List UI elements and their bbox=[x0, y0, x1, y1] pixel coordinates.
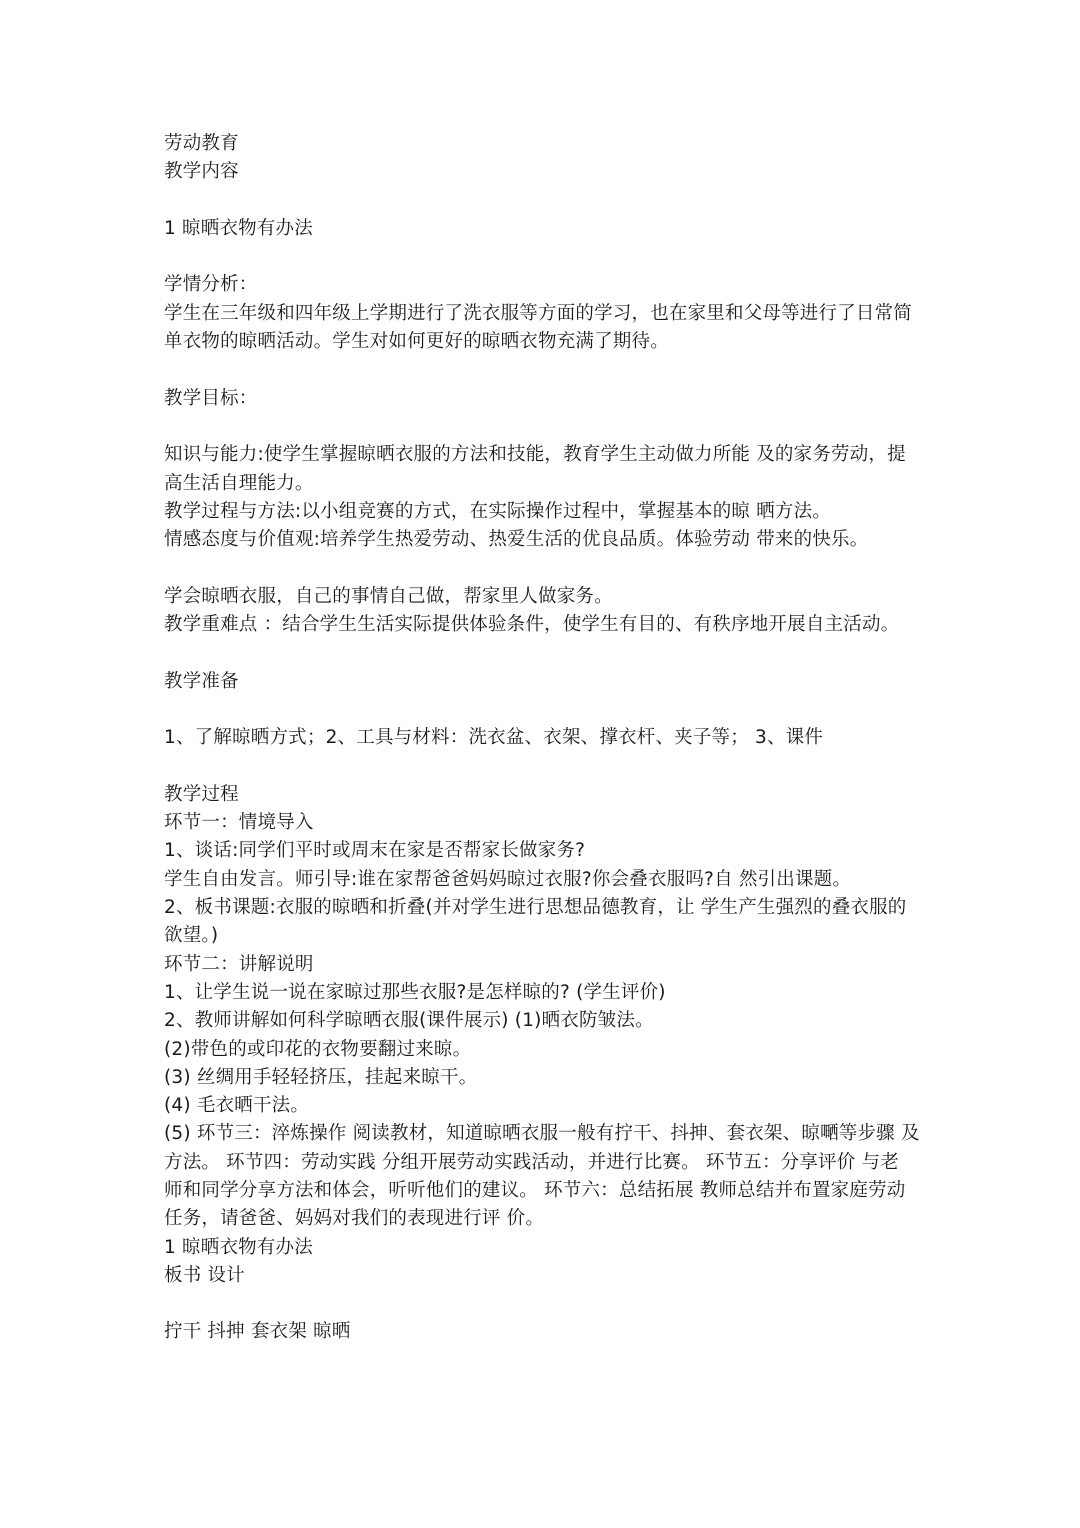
paragraph-line: 情感态度与价值观:培养学生热爱劳动、热爱生活的优良品质。体验劳动 带来的快乐。 bbox=[164, 529, 869, 551]
lesson-title: 1 晾晒衣物有办法 bbox=[164, 1236, 313, 1258]
doc-title: 劳动教育 bbox=[164, 133, 239, 154]
paragraph-line: (3) 丝绸用手轻轻挤压，挂起来晾干。 bbox=[164, 1066, 478, 1088]
blank-line bbox=[164, 356, 924, 384]
document-page bbox=[164, 130, 924, 1347]
paragraph-line: 单衣物的晾晒活动。学生对如何更好的晾晒衣物充满了期待。 bbox=[164, 331, 669, 353]
paragraph-line: (5) 环节三：淬炼操作 阅读教材，知道晾晒衣服一般有拧干、抖抻、套衣架、晾嗮等步骤 及 bbox=[164, 1123, 920, 1145]
paragraph-line: 师和同学分享方法和体会，听听他们的建议。 环节六：总结拓展 教师总结并布置家庭劳动 bbox=[164, 1179, 906, 1201]
subsection-heading: 环节二：讲解说明 bbox=[164, 953, 314, 975]
paragraph-line: 学生自由发言。师引导:谁在家帮爸爸妈妈晾过衣服?你会叠衣服吗?自 然引出课题。 bbox=[164, 868, 852, 890]
paragraph-line: (2)带色的或印花的衣物要翻过来晾。 bbox=[164, 1038, 472, 1060]
blank-line bbox=[164, 187, 924, 215]
board-design-line: 拧干 抖抻 套衣架 晾晒 bbox=[164, 1321, 351, 1343]
paragraph-line: 方法。 环节四：劳动实践 分组开展劳动实践活动，并进行比赛。 环节五：分享评价 与老 bbox=[164, 1151, 899, 1173]
paragraph-line: 2、板书课题:衣服的晾晒和折叠(并对学生进行思想品德教育，让 学生产生强烈的叠衣服的 bbox=[164, 897, 907, 919]
subsection-heading: 环节一：情境导入 bbox=[164, 812, 314, 834]
paragraph-line: 教学过程与方法:以小组竞赛的方式，在实际操作过程中，掌握基本的晾 晒方法。 bbox=[164, 500, 832, 522]
blank-line bbox=[164, 696, 924, 724]
section-heading: 学情分析： bbox=[164, 274, 258, 296]
blank-line bbox=[164, 413, 924, 441]
blank-line bbox=[164, 1290, 924, 1318]
blank-line bbox=[164, 243, 924, 271]
paragraph-line: (4) 毛衣晒干法。 bbox=[164, 1095, 310, 1117]
paragraph-line: 1、让学生说一说在家晾过那些衣服?是怎样晾的? (学生评价) bbox=[164, 981, 666, 1003]
section-heading: 板书 设计 bbox=[164, 1264, 245, 1286]
paragraph-line: 欲望。) bbox=[164, 925, 219, 947]
paragraph-line: 教学重难点 ：结合学生生活实际提供体验条件，使学生有目的、有秩序地开展自主活动。 bbox=[164, 614, 900, 636]
section-heading: 教学过程 bbox=[164, 783, 239, 805]
paragraph-line: 2、教师讲解如何科学晾晒衣服(课件展示) (1)晒衣防皱法。 bbox=[164, 1010, 654, 1032]
paragraph-line: 知识与能力:使学生掌握晾晒衣服的方法和技能，教育学生主动做力所能 及的家务劳动，提 bbox=[164, 444, 906, 466]
blank-line bbox=[164, 753, 924, 781]
paragraph-line: 1、谈话:同学们平时或周末在家是否帮家长做家务? bbox=[164, 840, 586, 862]
lesson-title: 1 晾晒衣物有办法 bbox=[164, 217, 313, 239]
paragraph-line: 任务，请爸爸、妈妈对我们的表现进行评 价。 bbox=[164, 1208, 545, 1230]
blank-line bbox=[164, 639, 924, 667]
section-heading: 教学内容 bbox=[164, 161, 239, 183]
section-heading: 教学目标： bbox=[164, 387, 258, 409]
paragraph-line: 学会晾晒衣服，自己的事情自己做，帮家里人做家务。 bbox=[164, 585, 613, 607]
blank-line bbox=[164, 554, 924, 582]
paragraph-line: 高生活自理能力。 bbox=[164, 472, 314, 494]
paragraph-line: 学生在三年级和四年级上学期进行了洗衣服等方面的学习，也在家里和父母等进行了日常简 bbox=[164, 302, 913, 324]
paragraph-line: 1、了解晾晒方式；2、工具与材料：洗衣盆、衣架、撑衣杆、夹子等； 3、课件 bbox=[164, 727, 824, 749]
section-heading: 教学准备 bbox=[164, 670, 239, 692]
